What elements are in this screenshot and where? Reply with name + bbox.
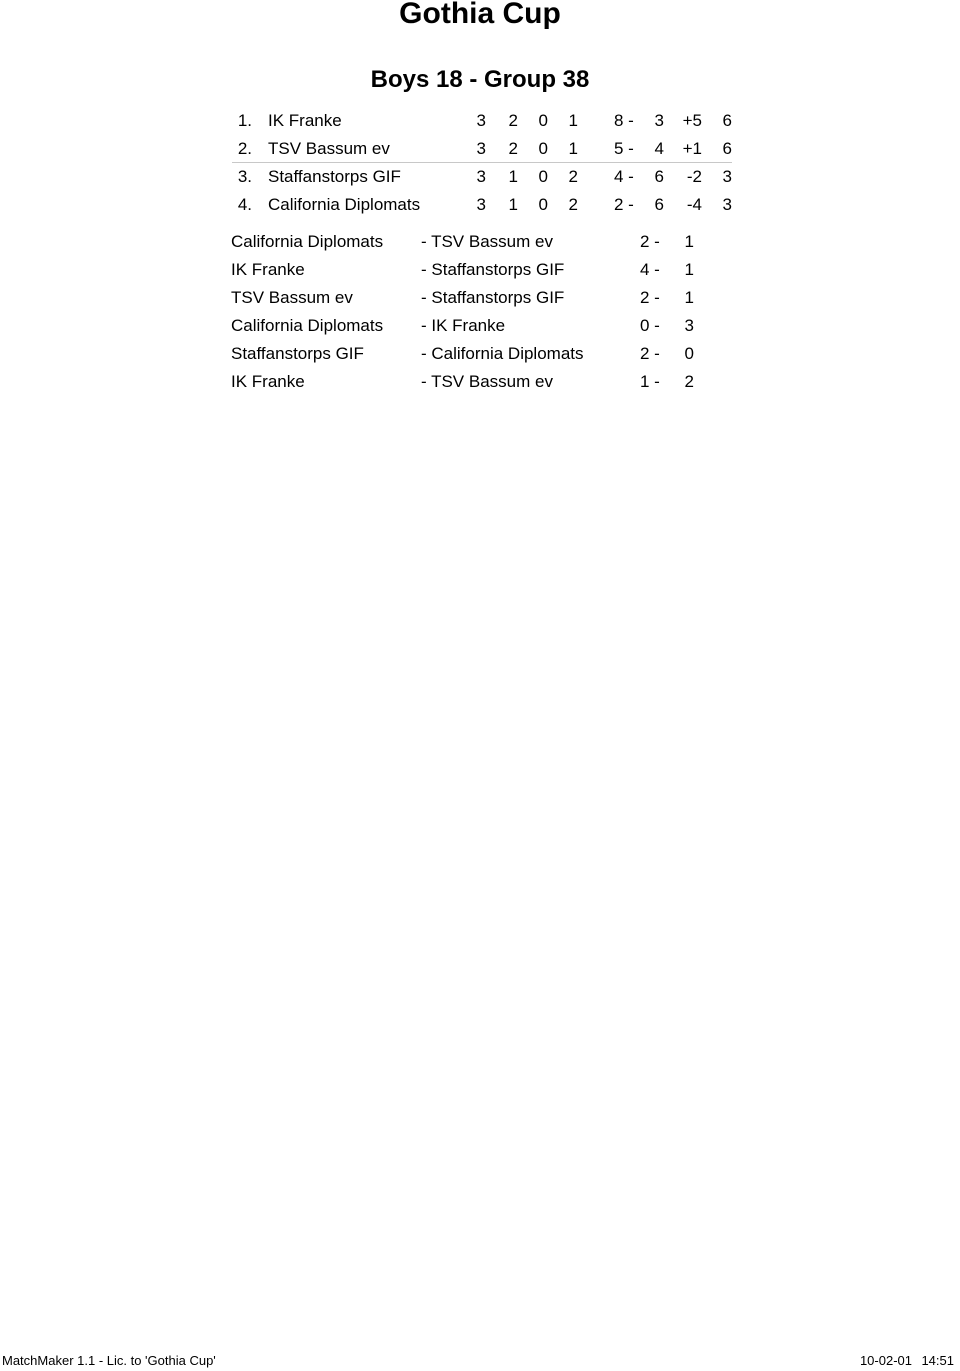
- drawn: 0: [538, 167, 548, 186]
- goals-against: 3: [654, 111, 664, 130]
- goals-for: 5 -: [614, 139, 634, 158]
- match-row: [0, 368, 960, 396]
- lost: 2: [568, 195, 578, 214]
- drawn: 0: [538, 195, 548, 214]
- drawn: 0: [538, 111, 548, 130]
- group-title: Boys 18 - Group 38: [370, 66, 590, 93]
- away-score: 1: [684, 260, 694, 279]
- goals-against: 4: [654, 139, 664, 158]
- home-team: IK Franke: [231, 260, 305, 279]
- lost: 1: [568, 139, 578, 158]
- team-name: IK Franke: [268, 111, 342, 130]
- away-score: 0: [684, 344, 694, 363]
- played: 3: [476, 139, 486, 158]
- team-name: California Diplomats: [268, 195, 421, 214]
- goals-for: 8 -: [614, 111, 634, 130]
- home-team: California Diplomats: [231, 232, 384, 251]
- won: 2: [508, 111, 518, 130]
- goals-for: 4 -: [614, 167, 634, 186]
- home-team: TSV Bassum ev: [231, 288, 353, 307]
- goals-for: 2 -: [614, 195, 634, 214]
- drawn: 0: [538, 139, 548, 158]
- goal-difference: -4: [686, 195, 702, 214]
- points: 3: [722, 167, 732, 186]
- won: 2: [508, 139, 518, 158]
- standings-table: [0, 107, 960, 219]
- away-team: - TSV Bassum ev: [421, 232, 553, 251]
- position: 3.: [237, 167, 252, 186]
- goal-difference: +5: [682, 111, 702, 130]
- match-row: [0, 228, 960, 256]
- page-title: Gothia Cup: [399, 0, 561, 30]
- home-score: 2 -: [640, 344, 660, 363]
- position: 1.: [237, 111, 252, 130]
- goal-difference: +1: [682, 139, 702, 158]
- standings-row: [0, 191, 960, 219]
- match-row: [0, 312, 960, 340]
- standings-row: [0, 163, 960, 191]
- goal-difference: -2: [686, 167, 702, 186]
- match-row: [0, 256, 960, 284]
- match-row: [0, 340, 960, 368]
- lost: 1: [568, 111, 578, 130]
- home-score: 0 -: [640, 316, 660, 335]
- position: 4.: [237, 195, 252, 214]
- played: 3: [476, 167, 486, 186]
- home-team: California Diplomats: [231, 316, 384, 335]
- home-team: IK Franke: [231, 372, 305, 391]
- home-score: 2 -: [640, 232, 660, 251]
- team-name: TSV Bassum ev: [268, 139, 390, 158]
- away-score: 1: [684, 288, 694, 307]
- played: 3: [476, 195, 486, 214]
- match-row: [0, 284, 960, 312]
- away-team: - TSV Bassum ev: [421, 372, 553, 391]
- team-name: Staffanstorps GIF: [268, 167, 401, 186]
- position: 2.: [237, 139, 252, 158]
- away-score: 2: [684, 372, 694, 391]
- match-results: [0, 228, 960, 396]
- lost: 2: [568, 167, 578, 186]
- standings-row: [0, 135, 960, 163]
- away-score: 1: [684, 232, 694, 251]
- away-team: - Staffanstorps GIF: [421, 260, 565, 279]
- away-team: - IK Franke: [421, 316, 506, 335]
- away-team: - Staffanstorps GIF: [421, 288, 565, 307]
- away-team: - California Diplomats: [421, 344, 584, 363]
- played: 3: [476, 111, 486, 130]
- points: 3: [722, 195, 732, 214]
- goals-against: 6: [654, 195, 664, 214]
- home-score: 1 -: [640, 372, 660, 391]
- home-score: 2 -: [640, 288, 660, 307]
- standings-row: [0, 107, 960, 135]
- home-score: 4 -: [640, 260, 660, 279]
- page-footer: [0, 1352, 960, 1370]
- points: 6: [722, 139, 732, 158]
- goals-against: 6: [654, 167, 664, 186]
- print-time: 14:51: [921, 1353, 954, 1368]
- points: 6: [722, 111, 732, 130]
- won: 1: [508, 167, 518, 186]
- home-team: Staffanstorps GIF: [231, 344, 364, 363]
- won: 1: [508, 195, 518, 214]
- print-date: 10-02-01: [859, 1353, 912, 1368]
- license-text: MatchMaker 1.1 - Lic. to 'Gothia Cup': [2, 1353, 216, 1368]
- away-score: 3: [684, 316, 694, 335]
